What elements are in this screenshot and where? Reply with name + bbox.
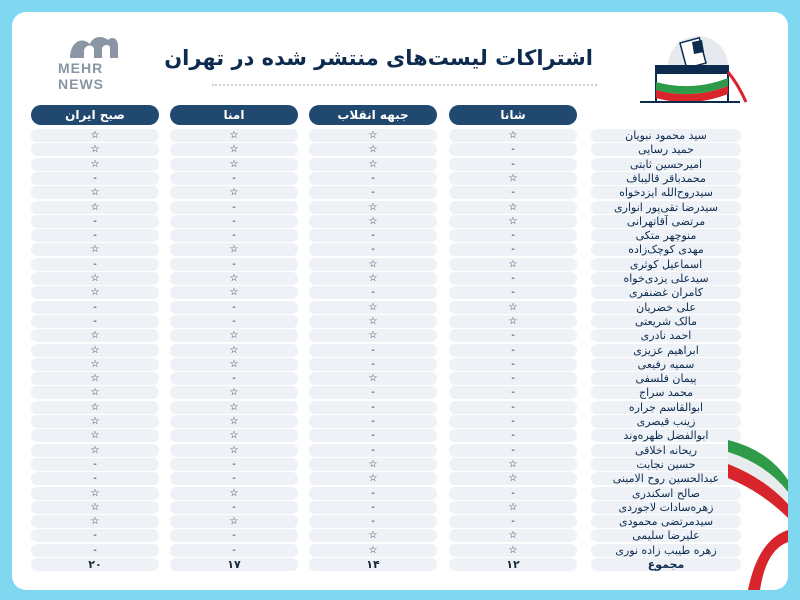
mark-cell-omana: ☆ bbox=[170, 158, 298, 171]
table-row bbox=[12, 401, 788, 414]
mark-cell-shana: - bbox=[449, 158, 577, 171]
table-row bbox=[12, 444, 788, 457]
mark-cell-omana: ☆ bbox=[170, 272, 298, 285]
table-row bbox=[12, 158, 788, 171]
mark-cell-omana: ☆ bbox=[170, 344, 298, 357]
mark-cell-jebhe-enghelab: ☆ bbox=[309, 143, 437, 156]
table-header bbox=[12, 105, 788, 125]
mark-cell-sobh-iran: ☆ bbox=[31, 286, 159, 299]
mark-cell-jebhe-enghelab: ☆ bbox=[309, 315, 437, 328]
mark-cell-jebhe-enghelab: ☆ bbox=[309, 301, 437, 314]
mark-cell-jebhe-enghelab: ☆ bbox=[309, 472, 437, 485]
mark-cell-jebhe-enghelab: - bbox=[309, 415, 437, 428]
mark-cell-shana: ☆ bbox=[449, 215, 577, 228]
mark-cell-omana: ☆ bbox=[170, 358, 298, 371]
total-label: مجموع bbox=[591, 558, 741, 571]
logo-text-mehr: MEHR bbox=[58, 60, 104, 76]
candidate-name: محمدباقر قالیباف bbox=[591, 172, 741, 185]
mark-cell-omana: ☆ bbox=[170, 143, 298, 156]
mehr-news-logo bbox=[48, 30, 138, 92]
table-row bbox=[12, 172, 788, 185]
mark-cell-omana: - bbox=[170, 258, 298, 271]
mark-cell-jebhe-enghelab: - bbox=[309, 344, 437, 357]
mark-cell-jebhe-enghelab: ☆ bbox=[309, 201, 437, 214]
mark-cell-shana: ☆ bbox=[449, 544, 577, 557]
mark-cell-omana: ☆ bbox=[170, 386, 298, 399]
mark-cell-jebhe-enghelab: - bbox=[309, 401, 437, 414]
mark-cell-sobh-iran: ☆ bbox=[31, 143, 159, 156]
candidate-name: ابراهیم عزیزی bbox=[591, 344, 741, 357]
mark-cell-jebhe-enghelab: ☆ bbox=[309, 158, 437, 171]
table-row bbox=[12, 186, 788, 199]
candidate-name: حمید رسایی bbox=[591, 143, 741, 156]
mark-cell-omana: - bbox=[170, 529, 298, 542]
table-row bbox=[12, 544, 788, 557]
candidate-name: سید محمود نبویان bbox=[591, 129, 741, 142]
table-row bbox=[12, 415, 788, 428]
mark-cell-jebhe-enghelab: - bbox=[309, 358, 437, 371]
mark-cell-jebhe-enghelab: ☆ bbox=[309, 329, 437, 342]
mark-cell-jebhe-enghelab: ☆ bbox=[309, 458, 437, 471]
candidate-name: سیدمرتضی محمودی bbox=[591, 515, 741, 528]
mark-cell-omana: - bbox=[170, 544, 298, 557]
mark-cell-jebhe-enghelab: - bbox=[309, 243, 437, 256]
mark-cell-jebhe-enghelab: ☆ bbox=[309, 129, 437, 142]
mark-cell-sobh-iran: ☆ bbox=[31, 372, 159, 385]
table-row bbox=[12, 301, 788, 314]
candidate-name: اسماعیل کوثری bbox=[591, 258, 741, 271]
infographic-card bbox=[12, 12, 788, 590]
mark-cell-sobh-iran: - bbox=[31, 315, 159, 328]
candidate-name: زینب قیصری bbox=[591, 415, 741, 428]
total-value-shana: ۱۲ bbox=[449, 558, 577, 571]
mark-cell-jebhe-enghelab: ☆ bbox=[309, 529, 437, 542]
table-row bbox=[12, 386, 788, 399]
table-row bbox=[12, 143, 788, 156]
logo-text-news: NEWS bbox=[58, 76, 104, 92]
mark-cell-shana: ☆ bbox=[449, 472, 577, 485]
candidate-name: ابوالقاسم جراره bbox=[591, 401, 741, 414]
candidate-name: ابوالفضل ظهره‌وند bbox=[591, 429, 741, 442]
table-row bbox=[12, 243, 788, 256]
mark-cell-shana: - bbox=[449, 243, 577, 256]
total-value-omana: ۱۷ bbox=[170, 558, 298, 571]
mark-cell-shana: - bbox=[449, 415, 577, 428]
mark-cell-omana: - bbox=[170, 472, 298, 485]
mark-cell-sobh-iran: ☆ bbox=[31, 201, 159, 214]
mark-cell-omana: ☆ bbox=[170, 429, 298, 442]
table-row bbox=[12, 258, 788, 271]
table-row bbox=[12, 272, 788, 285]
mark-cell-omana: ☆ bbox=[170, 415, 298, 428]
mark-cell-shana: - bbox=[449, 186, 577, 199]
table-row bbox=[12, 487, 788, 500]
mark-cell-omana: - bbox=[170, 372, 298, 385]
mark-cell-shana: - bbox=[449, 329, 577, 342]
mark-cell-shana: - bbox=[449, 487, 577, 500]
mark-cell-shana: - bbox=[449, 286, 577, 299]
mark-cell-sobh-iran: ☆ bbox=[31, 386, 159, 399]
mark-cell-jebhe-enghelab: - bbox=[309, 429, 437, 442]
mark-cell-jebhe-enghelab: - bbox=[309, 229, 437, 242]
mark-cell-sobh-iran: ☆ bbox=[31, 243, 159, 256]
mark-cell-shana: - bbox=[449, 358, 577, 371]
mark-cell-sobh-iran: ☆ bbox=[31, 358, 159, 371]
mark-cell-jebhe-enghelab: - bbox=[309, 487, 437, 500]
total-value-jebhe-enghelab: ۱۴ bbox=[309, 558, 437, 571]
mark-cell-jebhe-enghelab: - bbox=[309, 515, 437, 528]
mark-cell-omana: - bbox=[170, 315, 298, 328]
mark-cell-shana: - bbox=[449, 444, 577, 457]
mark-cell-omana: ☆ bbox=[170, 129, 298, 142]
mark-cell-shana: - bbox=[449, 272, 577, 285]
mark-cell-shana: ☆ bbox=[449, 529, 577, 542]
ballot-box-icon bbox=[628, 32, 753, 112]
mark-cell-sobh-iran: - bbox=[31, 258, 159, 271]
mark-cell-omana: - bbox=[170, 172, 298, 185]
table-row bbox=[12, 315, 788, 328]
candidate-name: عبدالحسین روح الامینی bbox=[591, 472, 741, 485]
mark-cell-shana: ☆ bbox=[449, 129, 577, 142]
mark-cell-sobh-iran: ☆ bbox=[31, 415, 159, 428]
mark-cell-jebhe-enghelab: ☆ bbox=[309, 272, 437, 285]
mark-cell-shana: ☆ bbox=[449, 172, 577, 185]
column-header-jebhe-enghelab: جبهه انقلاب bbox=[309, 105, 437, 125]
candidate-name: محمد سراج bbox=[591, 386, 741, 399]
mark-cell-shana: ☆ bbox=[449, 501, 577, 514]
mark-cell-sobh-iran: - bbox=[31, 458, 159, 471]
table-row bbox=[12, 515, 788, 528]
mark-cell-shana: - bbox=[449, 344, 577, 357]
candidate-name: احمد نادری bbox=[591, 329, 741, 342]
mark-cell-omana: ☆ bbox=[170, 401, 298, 414]
mark-cell-sobh-iran: - bbox=[31, 544, 159, 557]
mark-cell-jebhe-enghelab: - bbox=[309, 286, 437, 299]
table-row bbox=[12, 372, 788, 385]
mark-cell-omana: ☆ bbox=[170, 286, 298, 299]
candidate-name: علیرضا سلیمی bbox=[591, 529, 741, 542]
table-row bbox=[12, 329, 788, 342]
mehr-logo-glyph-icon bbox=[68, 32, 120, 60]
mark-cell-shana: - bbox=[449, 515, 577, 528]
table-row bbox=[12, 501, 788, 514]
mark-cell-sobh-iran: ☆ bbox=[31, 444, 159, 457]
table-row bbox=[12, 215, 788, 228]
mark-cell-sobh-iran: ☆ bbox=[31, 501, 159, 514]
mark-cell-sobh-iran: ☆ bbox=[31, 158, 159, 171]
mark-cell-sobh-iran: ☆ bbox=[31, 515, 159, 528]
total-row bbox=[12, 558, 788, 571]
column-header-sobh-iran: صبح ایران bbox=[31, 105, 159, 125]
candidate-name: سیدعلی یزدی‌خواه bbox=[591, 272, 741, 285]
table-row bbox=[12, 458, 788, 471]
mark-cell-omana: - bbox=[170, 229, 298, 242]
mark-cell-jebhe-enghelab: - bbox=[309, 186, 437, 199]
candidate-name: زهره‌سادات لاجوردی bbox=[591, 501, 741, 514]
mark-cell-sobh-iran: - bbox=[31, 172, 159, 185]
mark-cell-omana: - bbox=[170, 501, 298, 514]
candidate-name: علی خضریان bbox=[591, 301, 741, 314]
mark-cell-jebhe-enghelab: - bbox=[309, 172, 437, 185]
candidate-name: ریحانه اخلاقی bbox=[591, 444, 741, 457]
candidate-name: سمیه رفیعی bbox=[591, 358, 741, 371]
candidate-name: امیرحسین ثابتی bbox=[591, 158, 741, 171]
mark-cell-omana: ☆ bbox=[170, 515, 298, 528]
mark-cell-omana: - bbox=[170, 458, 298, 471]
mark-cell-sobh-iran: ☆ bbox=[31, 186, 159, 199]
table-row bbox=[12, 344, 788, 357]
mark-cell-jebhe-enghelab: - bbox=[309, 501, 437, 514]
mark-cell-shana: - bbox=[449, 429, 577, 442]
mark-cell-shana: ☆ bbox=[449, 258, 577, 271]
table-row bbox=[12, 529, 788, 542]
page-title: اشتراکات لیست‌های منتشر شده در تهران bbox=[164, 46, 593, 70]
mark-cell-sobh-iran: ☆ bbox=[31, 344, 159, 357]
total-value-sobh-iran: ۲۰ bbox=[31, 558, 159, 571]
mark-cell-omana: ☆ bbox=[170, 243, 298, 256]
mark-cell-omana: ☆ bbox=[170, 329, 298, 342]
mark-cell-sobh-iran: - bbox=[31, 529, 159, 542]
mark-cell-shana: - bbox=[449, 401, 577, 414]
mark-cell-jebhe-enghelab: - bbox=[309, 444, 437, 457]
candidate-name: مرتضی آقاتهرانی bbox=[591, 215, 741, 228]
candidate-name: پیمان فلسفی bbox=[591, 372, 741, 385]
mark-cell-sobh-iran: ☆ bbox=[31, 401, 159, 414]
column-header-omana: امنا bbox=[170, 105, 298, 125]
candidate-name: صالح اسکندری bbox=[591, 487, 741, 500]
mark-cell-jebhe-enghelab: - bbox=[309, 386, 437, 399]
mark-cell-sobh-iran: - bbox=[31, 229, 159, 242]
mark-cell-jebhe-enghelab: ☆ bbox=[309, 258, 437, 271]
mark-cell-omana: ☆ bbox=[170, 487, 298, 500]
mark-cell-shana: - bbox=[449, 386, 577, 399]
mark-cell-shana: ☆ bbox=[449, 315, 577, 328]
mark-cell-sobh-iran: ☆ bbox=[31, 329, 159, 342]
mark-cell-omana: ☆ bbox=[170, 444, 298, 457]
mark-cell-sobh-iran: - bbox=[31, 301, 159, 314]
mark-cell-omana: - bbox=[170, 301, 298, 314]
mark-cell-omana: - bbox=[170, 215, 298, 228]
mark-cell-sobh-iran: - bbox=[31, 215, 159, 228]
candidate-name: مالک شریعتی bbox=[591, 315, 741, 328]
mark-cell-omana: ☆ bbox=[170, 186, 298, 199]
table-row bbox=[12, 201, 788, 214]
mark-cell-shana: ☆ bbox=[449, 458, 577, 471]
mark-cell-jebhe-enghelab: ☆ bbox=[309, 544, 437, 557]
candidate-name: سیدرضا تقی‌پور انواری bbox=[591, 201, 741, 214]
mark-cell-omana: - bbox=[170, 201, 298, 214]
mark-cell-sobh-iran: ☆ bbox=[31, 487, 159, 500]
table-row bbox=[12, 429, 788, 442]
table-row bbox=[12, 358, 788, 371]
candidate-name: کامران غضنفری bbox=[591, 286, 741, 299]
mark-cell-shana: - bbox=[449, 229, 577, 242]
candidate-name: منوچهر متکی bbox=[591, 229, 741, 242]
table-row bbox=[12, 229, 788, 242]
candidate-name: سیدروح‌الله ایزدخواه bbox=[591, 186, 741, 199]
flag-ribbon-decoration bbox=[728, 440, 788, 590]
mark-cell-shana: - bbox=[449, 372, 577, 385]
title-divider bbox=[212, 84, 597, 86]
mark-cell-jebhe-enghelab: ☆ bbox=[309, 215, 437, 228]
candidate-name: مهدی کوچک‌زاده bbox=[591, 243, 741, 256]
mark-cell-shana: ☆ bbox=[449, 201, 577, 214]
candidate-name: زهره طیبب زاده نوری bbox=[591, 544, 741, 557]
table-row bbox=[12, 472, 788, 485]
table-row bbox=[12, 286, 788, 299]
candidate-name: حسین نجابت bbox=[591, 458, 741, 471]
mark-cell-sobh-iran: ☆ bbox=[31, 129, 159, 142]
mark-cell-sobh-iran: ☆ bbox=[31, 272, 159, 285]
mark-cell-jebhe-enghelab: ☆ bbox=[309, 372, 437, 385]
mark-cell-shana: - bbox=[449, 143, 577, 156]
mark-cell-sobh-iran: - bbox=[31, 472, 159, 485]
mark-cell-sobh-iran: ☆ bbox=[31, 429, 159, 442]
table-row bbox=[12, 129, 788, 142]
mark-cell-shana: ☆ bbox=[449, 301, 577, 314]
column-header-shana: شانا bbox=[449, 105, 577, 125]
